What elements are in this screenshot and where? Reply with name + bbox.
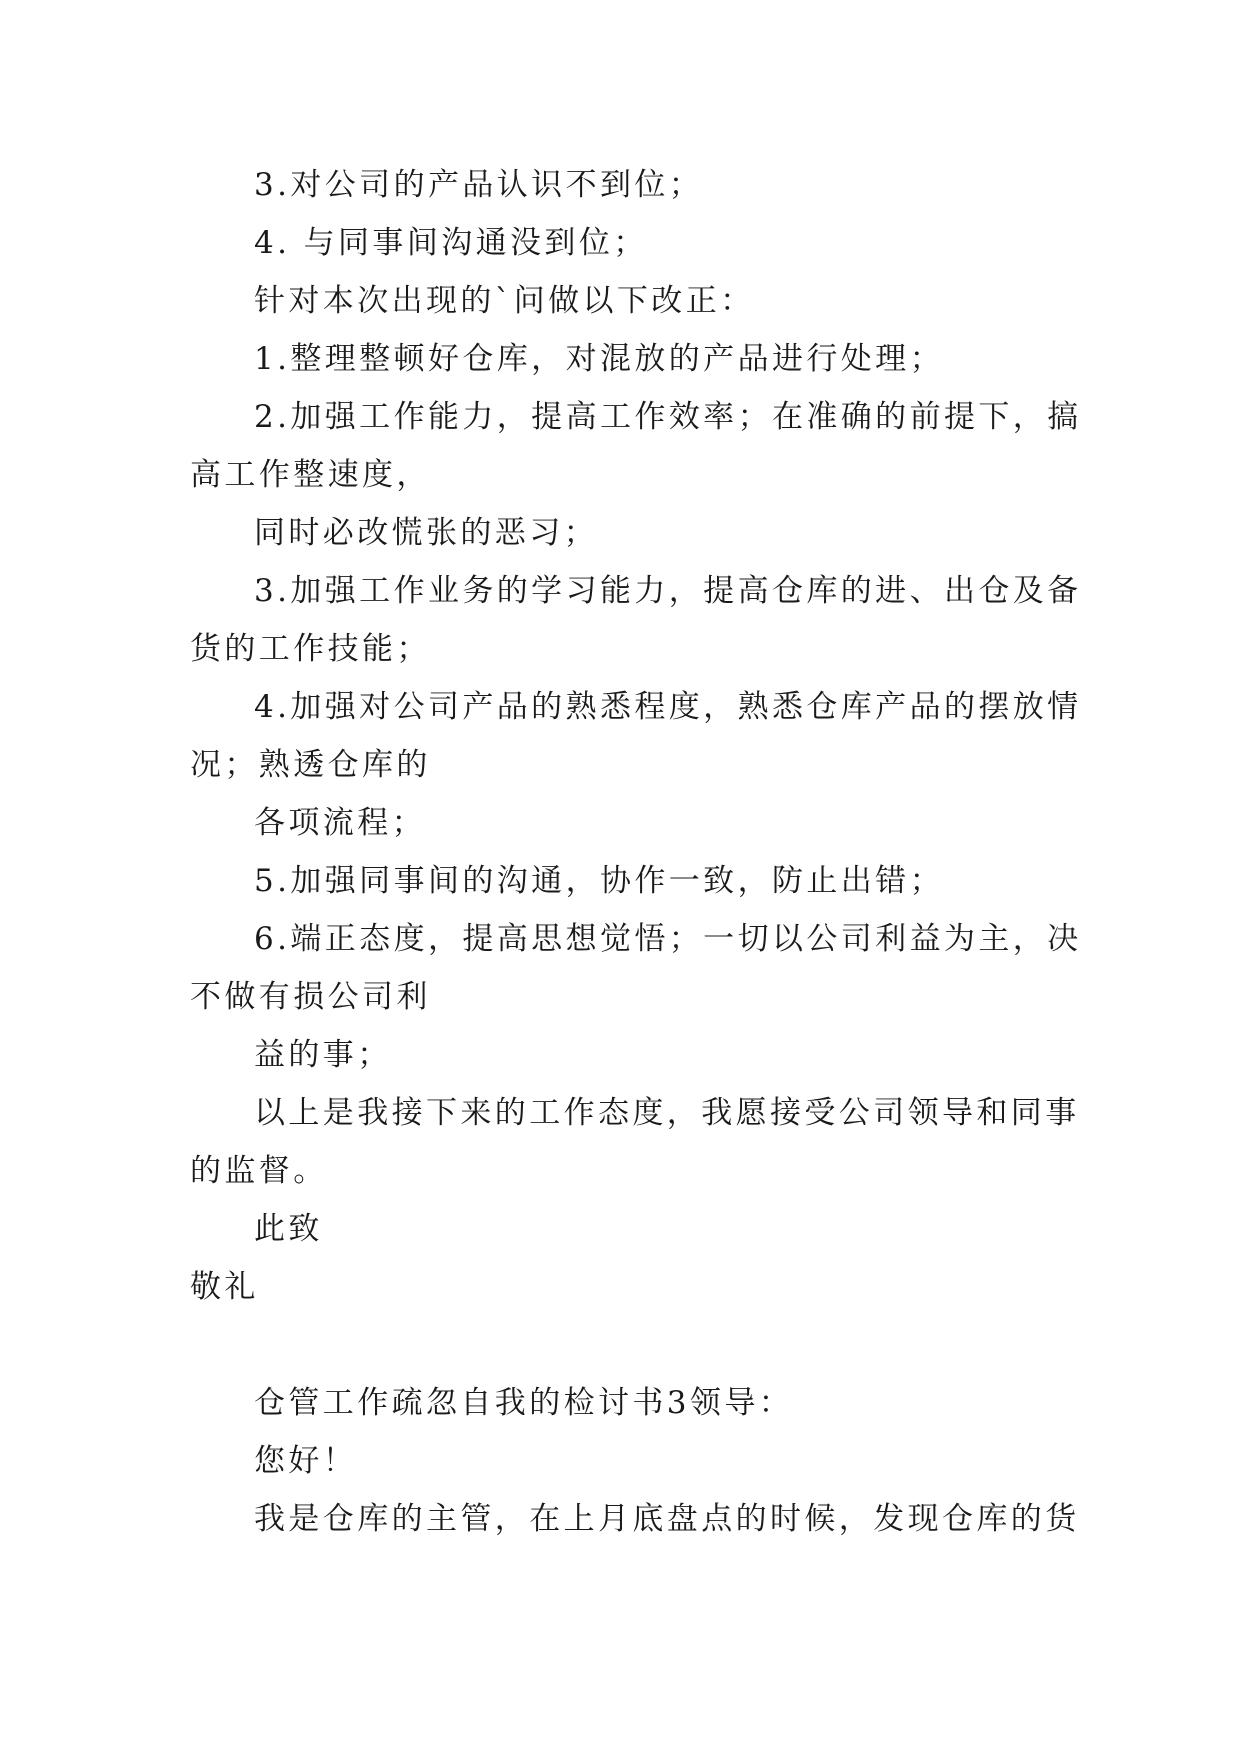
text-line: 4.加强对公司产品的熟悉程度，熟悉仓库产品的摆放情 [254,689,1082,725]
text-line: 以上是我接下来的工作态度，我愿接受公司领导和同事 [254,1095,1080,1131]
section-heading: 仓管工作疏忽自我的检讨书3领导： [254,1385,794,1421]
text-line: 各项流程； [254,805,426,841]
text-line: 况；熟透仓库的 [190,747,431,783]
text-line: 3.加强工作业务的学习能力，提高仓库的进、出仓及备 [254,573,1082,609]
text-line: 1.整理整顿好仓库，对混放的产品进行处理； [254,341,944,377]
greeting-line: 您好！ [254,1443,358,1479]
text-line: 6.端正态度，提高思想觉悟；一切以公司利益为主，决 [254,921,1082,957]
closing-line: 此致 [254,1211,323,1247]
text-line: 4. 与同事间沟通没到位； [254,225,648,261]
salutation-line: 敬礼 [190,1269,259,1305]
text-line: 益的事； [254,1037,392,1073]
text-line: 5.加强同事间的沟通，协作一致，防止出错； [254,863,944,899]
text-line: 高工作整速度， [190,457,431,493]
text-line: 货的工作技能； [190,631,431,667]
text-line: 3.对公司的产品认识不到位； [254,167,704,203]
text-line: 针对本次出现的`问做以下改正： [254,283,755,319]
text-line: 不做有损公司利 [190,979,431,1015]
text-line: 的监督。 [190,1153,328,1189]
text-line: 我是仓库的主管，在上月底盘点的时候，发现仓库的货 [254,1501,1080,1537]
text-line: 同时必改慌张的恶习； [254,515,598,551]
text-line: 2.加强工作能力，提高工作效率；在准确的前提下，搞 [254,399,1082,435]
